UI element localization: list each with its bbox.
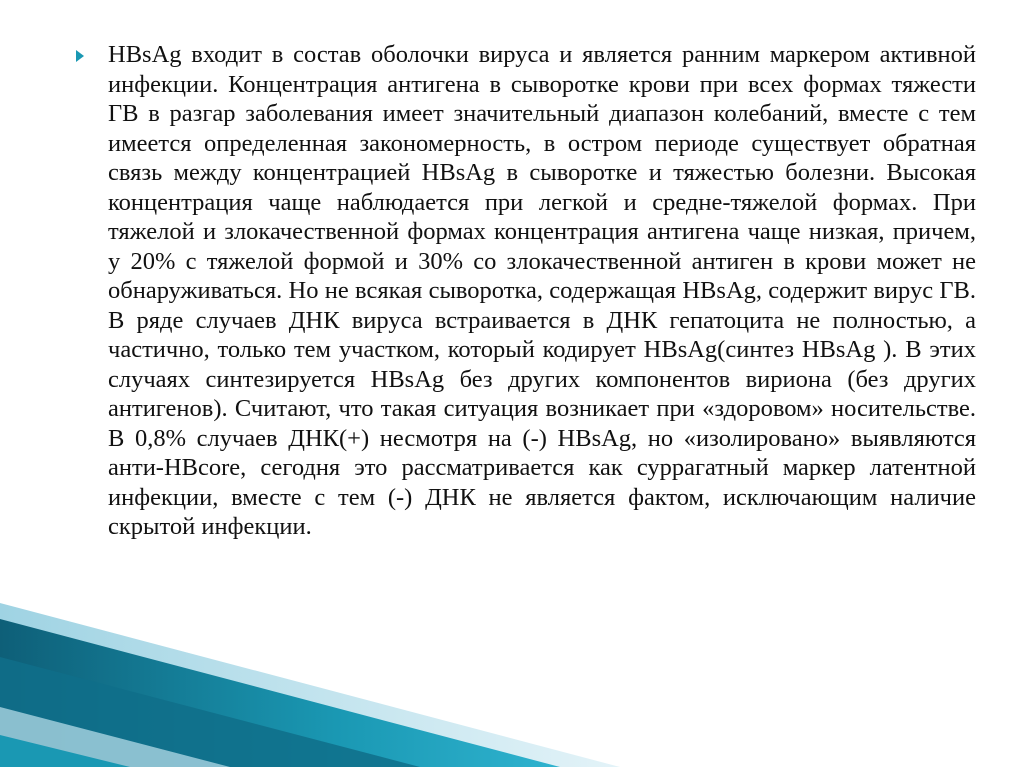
triangle-bullet-icon [76,50,84,62]
body-paragraph: HBsAg входит в состав оболочки вируса и является ранним маркером активной инфекции. Концентрация антигена в сыворотке крови при всех формах тяжести ГВ в разгар заболевания имеет значительный диапазон колебаний, вместе с тем имеется определенная закономерность, в остром периоде существует обратная связь между концентрацией HBsAg в сыворотке и тяжестью болезни. Высокая концентрация чаще наблюдается при легкой и средне-тяжелой формах. При тяжелой и злокачественной формах концентрация антигена чаще низкая, причем, у 20% с тяжелой формой и 30% со злокачественной антиген в крови может не обнаруживаться. Но не всякая сыворотка, содержащая HBsAg, содержит вирус ГВ. В ряде случаев ДНК вируса встраивается в ДНК гепатоцита не полностью, а частично, только тем участком, который кодирует HBsAg(синтез HBsAg ). В этих случаях синтезируется HBsAg без других компонентов вириона (без других антигенов). Считают, что такая ситуация возникает при «здоровом» носительстве. В 0,8% случаев ДНК(+) несмотря на (-) HBsAg, но «изолировано» выявляются анти-HBcore, сегодня это рассматривается как суррагатный маркер латентной инфекции, вместе с тем (-) ДНК не является фактом, исключающим наличие скрытой инфекции. [108,41,976,540]
corner-wave-decoration [0,597,620,767]
text-block [76,40,976,542]
